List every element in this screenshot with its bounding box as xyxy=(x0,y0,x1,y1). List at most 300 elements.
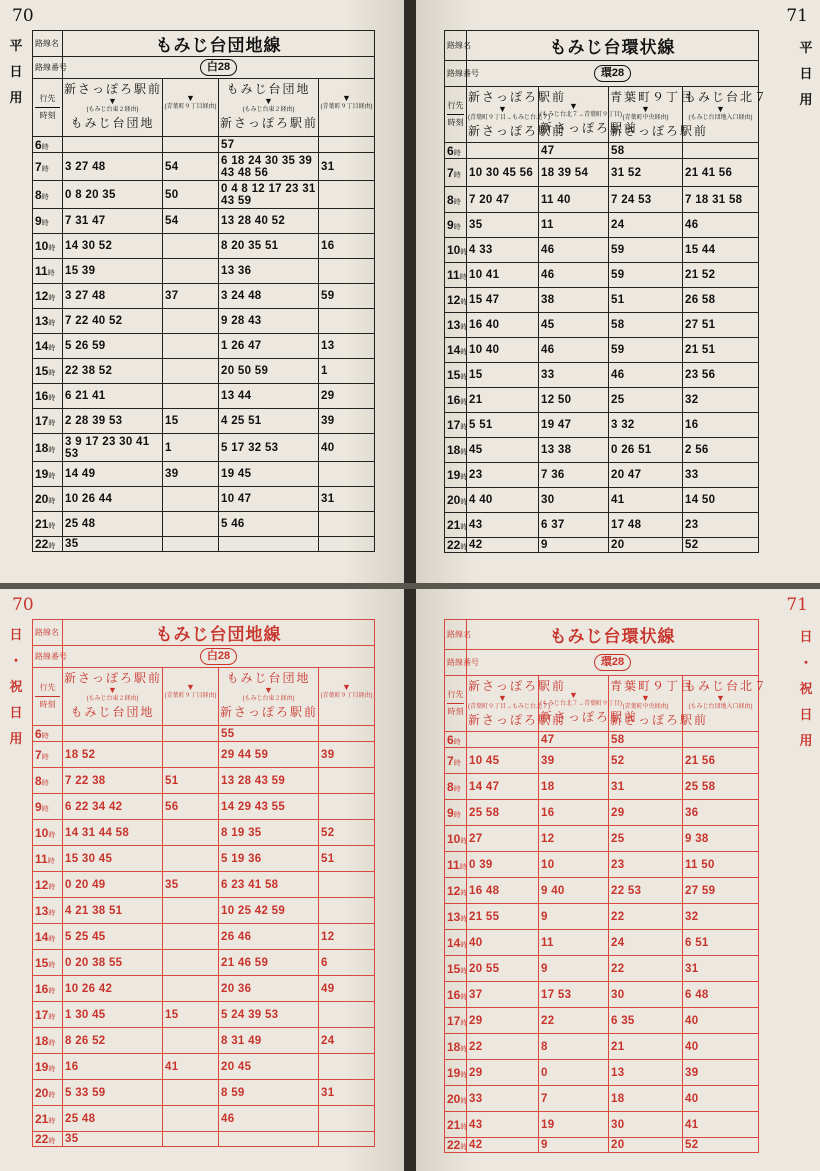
hour-suffix: 時 xyxy=(460,915,468,923)
minutes-cell: 18 xyxy=(609,1086,683,1112)
hour-cell xyxy=(33,384,63,409)
minutes-cell: 14 49 xyxy=(63,462,163,487)
minutes-cell: 12 50 xyxy=(539,388,609,413)
direction-header-4 xyxy=(319,668,375,726)
minutes-cell: 0 26 51 xyxy=(609,438,683,463)
table-row xyxy=(445,956,759,982)
hour-suffix: 時 xyxy=(453,224,461,231)
hour-suffix: 時 xyxy=(460,1097,468,1105)
minutes-cell xyxy=(683,732,759,748)
hour-cell xyxy=(445,852,467,878)
direction-header-1 xyxy=(63,79,163,137)
hour-value: 22 xyxy=(35,537,49,551)
table-row xyxy=(445,1060,759,1086)
minutes-cell: 36 xyxy=(683,800,759,826)
hour-value: 17 xyxy=(447,418,461,432)
minutes-cell: 21 xyxy=(609,1034,683,1060)
hour-suffix: 時 xyxy=(41,753,49,761)
route-number-label: 路線番号 xyxy=(445,61,467,87)
table-row xyxy=(445,313,759,338)
table-row xyxy=(445,213,759,238)
hour-value: 22 xyxy=(35,1132,49,1146)
hour-suffix: 時 xyxy=(453,811,461,819)
minutes-cell: 13 28 40 52 xyxy=(219,209,319,234)
hour-value: 7 xyxy=(447,165,454,180)
hour-cell xyxy=(445,463,467,488)
timetable xyxy=(444,30,769,553)
minutes-cell: 19 xyxy=(539,1112,609,1138)
minutes-cell: 37 xyxy=(163,284,219,309)
table-row xyxy=(445,852,759,878)
hour-value: 18 xyxy=(447,1039,461,1054)
hour-value: 13 xyxy=(447,318,461,332)
hour-suffix: 時 xyxy=(453,171,461,179)
minutes-cell: 24 xyxy=(609,213,683,238)
hour-value: 15 xyxy=(35,364,49,378)
table-row xyxy=(33,409,375,434)
minutes-cell: 35 xyxy=(467,213,539,238)
minutes-cell xyxy=(163,742,219,768)
minutes-cell xyxy=(163,512,219,537)
hour-cell xyxy=(33,234,63,259)
minutes-cell: 40 xyxy=(683,1008,759,1034)
minutes-cell: 14 50 xyxy=(683,488,759,513)
table-row xyxy=(445,488,759,513)
hour-cell xyxy=(445,748,467,774)
hour-suffix: 時 xyxy=(48,395,56,402)
minutes-cell: 45 xyxy=(539,313,609,338)
minutes-cell: 6 23 41 58 xyxy=(219,872,319,898)
hour-value: 10 xyxy=(447,243,461,257)
direction-via: (青葉町９丁目→もみじ台北７) xyxy=(468,115,550,121)
hour-suffix: 時 xyxy=(460,1123,468,1131)
minutes-cell: 51 xyxy=(609,288,683,313)
hour-suffix: 時 xyxy=(460,1071,468,1079)
minutes-cell: 39 xyxy=(163,462,219,487)
label-divider xyxy=(35,107,60,108)
down-arrow-icon: ▼ xyxy=(569,690,578,700)
minutes-cell: 52 xyxy=(609,748,683,774)
table-row xyxy=(445,159,759,187)
down-arrow-icon: ▼ xyxy=(569,101,578,111)
minutes-cell xyxy=(163,137,219,153)
hour-cell xyxy=(33,359,63,384)
minutes-cell: 6 xyxy=(319,950,375,976)
direction-via: (もみじ台北７→青葉町９丁目) xyxy=(540,112,622,118)
hour-value: 13 xyxy=(447,909,461,924)
direction-destination: もみじ台団地 xyxy=(70,116,155,130)
hour-cell xyxy=(445,1112,467,1138)
minutes-cell: 6 51 xyxy=(683,930,759,956)
minutes-cell xyxy=(163,1106,219,1132)
minutes-cell: 21 51 xyxy=(683,338,759,363)
direction-destination xyxy=(320,700,373,714)
hour-cell xyxy=(33,872,63,898)
route-number-label: 路線番号 xyxy=(445,650,467,676)
hour-cell xyxy=(445,513,467,538)
minutes-cell: 20 36 xyxy=(219,976,319,1002)
minutes-cell: 39 xyxy=(319,742,375,768)
hour-suffix: 時 xyxy=(48,1091,56,1099)
direction-via: (青葉町９丁目経由) xyxy=(320,104,373,110)
minutes-cell: 47 xyxy=(539,732,609,748)
hour-cell xyxy=(445,263,467,288)
direction-header-2 xyxy=(163,668,219,726)
minutes-cell: 7 18 31 58 xyxy=(683,187,759,213)
minutes-cell: 20 50 59 xyxy=(219,359,319,384)
minutes-cell: 29 xyxy=(467,1008,539,1034)
minutes-cell: 31 52 xyxy=(609,159,683,187)
direction-destination xyxy=(164,111,217,125)
minutes-cell: 10 30 45 56 xyxy=(467,159,539,187)
table-row xyxy=(445,930,759,956)
minutes-cell: 15 47 xyxy=(467,288,539,313)
minutes-cell: 23 xyxy=(467,463,539,488)
timetable xyxy=(444,619,769,1153)
minutes-cell: 9 xyxy=(539,956,609,982)
hour-cell xyxy=(445,800,467,826)
hour-suffix: 時 xyxy=(460,399,468,406)
minutes-cell: 0 39 xyxy=(467,852,539,878)
minutes-cell: 57 xyxy=(219,137,319,153)
minutes-cell: 29 xyxy=(467,1060,539,1086)
table-row xyxy=(445,463,759,488)
minutes-cell: 4 33 xyxy=(467,238,539,263)
minutes-cell: 10 26 44 xyxy=(63,487,163,512)
minutes-cell: 18 52 xyxy=(63,742,163,768)
route-title: もみじ台環状線 xyxy=(467,620,759,650)
minutes-cell xyxy=(319,1106,375,1132)
hour-value: 19 xyxy=(35,1059,49,1074)
minutes-cell: 10 45 xyxy=(467,748,539,774)
table-row xyxy=(445,732,759,748)
table-row xyxy=(33,768,375,794)
hour-suffix: 時 xyxy=(460,967,468,975)
hour-cell xyxy=(445,313,467,338)
minutes-cell: 45 xyxy=(467,438,539,463)
hour-value: 9 xyxy=(35,799,42,814)
minutes-cell xyxy=(319,209,375,234)
minutes-cell xyxy=(163,820,219,846)
minutes-cell: 23 xyxy=(609,852,683,878)
minutes-cell: 30 xyxy=(609,982,683,1008)
direction-name: もみじ台北７ xyxy=(684,90,769,104)
hour-cell xyxy=(33,726,63,742)
minutes-cell: 41 xyxy=(683,1112,759,1138)
route-number-badge: 環28 xyxy=(594,65,631,82)
hour-cell xyxy=(33,409,63,434)
hour-cell xyxy=(33,950,63,976)
minutes-cell: 52 xyxy=(683,1138,759,1153)
table-row xyxy=(445,513,759,538)
direction-via: (もみじ台東２経由) xyxy=(86,696,139,702)
minutes-cell: 21 46 59 xyxy=(219,950,319,976)
direction-destination: 新さっぽろ駅前 xyxy=(468,124,567,138)
direction-destination: 新さっぽろ駅前 xyxy=(540,710,639,724)
hour-value: 12 xyxy=(447,883,461,898)
direction-name: もみじ台団地 xyxy=(226,671,311,685)
hour-suffix: 時 xyxy=(48,1013,56,1021)
minutes-cell: 12 xyxy=(539,826,609,852)
minutes-cell xyxy=(163,537,219,552)
minutes-cell: 54 xyxy=(163,209,219,234)
hour-suffix: 時 xyxy=(47,857,55,865)
minutes-cell: 39 xyxy=(319,409,375,434)
direction-via: (もみじ台東２経由) xyxy=(86,107,139,113)
hour-suffix: 時 xyxy=(460,249,468,256)
hour-cell xyxy=(445,1008,467,1034)
time-label: 時刻 xyxy=(39,111,56,120)
minutes-cell: 59 xyxy=(609,238,683,263)
minutes-cell: 9 xyxy=(539,538,609,553)
hour-suffix: 時 xyxy=(48,345,56,352)
minutes-cell: 39 xyxy=(539,748,609,774)
minutes-cell: 1 xyxy=(163,434,219,462)
route-name-label: 路線名 xyxy=(445,620,467,650)
hour-value: 17 xyxy=(447,1013,461,1028)
hour-value: 12 xyxy=(447,293,461,307)
minutes-cell: 1 30 45 xyxy=(63,1002,163,1028)
hour-value: 17 xyxy=(35,1007,49,1022)
minutes-cell: 15 xyxy=(467,363,539,388)
hour-cell xyxy=(33,1028,63,1054)
minutes-cell: 16 48 xyxy=(467,878,539,904)
hour-suffix: 時 xyxy=(460,424,468,431)
timetable xyxy=(32,619,375,1147)
minutes-cell: 21 56 xyxy=(683,748,759,774)
minutes-cell: 20 47 xyxy=(609,463,683,488)
direction-name: 青葉町９丁目 xyxy=(610,679,695,693)
hour-cell xyxy=(33,768,63,794)
minutes-cell: 18 xyxy=(539,774,609,800)
minutes-cell: 43 xyxy=(467,513,539,538)
dest-label: 行先 xyxy=(39,683,56,692)
hour-value: 12 xyxy=(35,289,49,303)
minutes-cell: 15 44 xyxy=(683,238,759,263)
hour-value: 8 xyxy=(35,187,42,202)
minutes-cell: 5 51 xyxy=(467,413,539,438)
page-number: 71 xyxy=(786,595,808,615)
table-row xyxy=(445,1086,759,1112)
hour-value: 21 xyxy=(447,1117,461,1132)
minutes-cell: 7 24 53 xyxy=(609,187,683,213)
minutes-cell: 10 25 42 59 xyxy=(219,898,319,924)
hour-cell xyxy=(445,388,467,413)
minutes-cell: 15 xyxy=(163,1002,219,1028)
minutes-cell: 59 xyxy=(609,338,683,363)
direction-name: 新さっぽろ駅前 xyxy=(64,82,163,96)
minutes-cell: 35 xyxy=(63,1132,163,1147)
minutes-cell xyxy=(319,181,375,209)
minutes-cell: 46 xyxy=(219,1106,319,1132)
minutes-cell: 5 33 59 xyxy=(63,1080,163,1106)
route-number-badge: 白28 xyxy=(200,648,237,665)
hour-suffix: 時 xyxy=(48,1065,56,1073)
direction-name xyxy=(164,80,217,94)
direction-header-4 xyxy=(319,79,375,137)
down-arrow-icon: ▼ xyxy=(108,685,117,695)
table-row xyxy=(33,794,375,820)
minutes-cell: 1 26 47 xyxy=(219,334,319,359)
minutes-cell: 55 xyxy=(219,726,319,742)
page-number: 70 xyxy=(12,595,34,615)
hour-suffix: 時 xyxy=(41,779,49,787)
hour-value: 11 xyxy=(35,851,48,866)
direction-via: (もみじ台北７→青葉町９丁目) xyxy=(540,701,622,707)
time-label: 時刻 xyxy=(39,700,56,709)
minutes-cell xyxy=(683,143,759,159)
hour-value: 22 xyxy=(447,538,461,552)
minutes-cell: 29 xyxy=(319,384,375,409)
minutes-cell: 6 22 34 42 xyxy=(63,794,163,820)
hour-cell xyxy=(33,794,63,820)
table-row xyxy=(33,924,375,950)
label-divider xyxy=(447,114,464,115)
minutes-cell: 31 xyxy=(319,153,375,181)
minutes-cell: 2 28 39 53 xyxy=(63,409,163,434)
hour-cell xyxy=(445,930,467,956)
table-row xyxy=(445,800,759,826)
table-row xyxy=(445,143,759,159)
hour-cell xyxy=(33,309,63,334)
hour-suffix: 時 xyxy=(453,149,461,157)
table-row xyxy=(33,1106,375,1132)
table-row xyxy=(33,359,375,384)
page-70-holiday xyxy=(0,589,404,1171)
minutes-cell xyxy=(319,872,375,898)
minutes-cell: 3 24 48 xyxy=(219,284,319,309)
day-type-label: 平 日 用 xyxy=(799,41,813,108)
route-number-badge: 白28 xyxy=(200,59,237,76)
hour-value: 9 xyxy=(447,805,454,820)
hour-cell xyxy=(445,1060,467,1086)
hour-value: 20 xyxy=(35,492,49,506)
hour-cell xyxy=(445,338,467,363)
minutes-cell: 7 xyxy=(539,1086,609,1112)
spine-bottom xyxy=(404,589,416,1171)
hour-value: 11 xyxy=(447,857,460,872)
route-number-cell xyxy=(63,57,375,79)
minutes-cell: 4 40 xyxy=(467,488,539,513)
hour-value: 21 xyxy=(35,517,49,531)
minutes-cell xyxy=(163,898,219,924)
hour-cell xyxy=(445,159,467,187)
hour-value: 18 xyxy=(35,440,49,455)
table-row xyxy=(33,434,375,462)
hour-suffix: 時 xyxy=(48,883,56,891)
minutes-cell: 6 48 xyxy=(683,982,759,1008)
direction-name: 青葉町９丁目 xyxy=(610,90,695,104)
table-row xyxy=(445,363,759,388)
minutes-cell: 16 xyxy=(539,800,609,826)
minutes-cell: 29 xyxy=(609,800,683,826)
direction-header-1 xyxy=(467,676,567,732)
minutes-cell: 10 41 xyxy=(467,263,539,288)
table-row xyxy=(445,1138,759,1153)
hour-value: 7 xyxy=(447,753,454,768)
hour-value: 21 xyxy=(35,1111,49,1126)
hour-suffix: 時 xyxy=(48,370,56,377)
direction-via: (青葉町９丁目経由) xyxy=(164,104,217,110)
table-row xyxy=(33,284,375,309)
minutes-cell: 31 xyxy=(319,487,375,512)
minutes-cell: 19 47 xyxy=(539,413,609,438)
table-row xyxy=(33,209,375,234)
minutes-cell: 21 55 xyxy=(467,904,539,930)
minutes-cell: 7 22 38 xyxy=(63,768,163,794)
minutes-cell: 54 xyxy=(163,153,219,181)
minutes-cell xyxy=(163,309,219,334)
table-row xyxy=(445,413,759,438)
hour-value: 6 xyxy=(447,732,454,747)
minutes-cell: 16 xyxy=(63,1054,163,1080)
table-row xyxy=(445,538,759,553)
hour-suffix: 時 xyxy=(48,446,56,454)
minutes-cell: 37 xyxy=(467,982,539,1008)
table-row xyxy=(445,774,759,800)
direction-via: (青葉町９丁目経由) xyxy=(320,693,373,699)
hour-value: 20 xyxy=(35,1085,49,1100)
hour-value: 11 xyxy=(447,268,460,282)
direction-destination: 新さっぽろ駅前 xyxy=(540,121,639,135)
down-arrow-icon: ▼ xyxy=(498,693,507,703)
minutes-cell: 23 xyxy=(683,513,759,538)
down-arrow-icon: ▼ xyxy=(108,96,117,106)
hour-cell xyxy=(445,363,467,388)
minutes-cell: 25 48 xyxy=(63,512,163,537)
hour-suffix: 時 xyxy=(48,909,56,917)
minutes-cell: 33 xyxy=(467,1086,539,1112)
table-row xyxy=(445,1112,759,1138)
hour-suffix: 時 xyxy=(48,320,56,327)
table-row xyxy=(445,1034,759,1060)
minutes-cell: 27 51 xyxy=(683,313,759,338)
hour-cell xyxy=(33,976,63,1002)
hour-cell xyxy=(445,904,467,930)
minutes-cell xyxy=(219,537,319,552)
minutes-cell: 8 19 35 xyxy=(219,820,319,846)
minutes-cell xyxy=(319,898,375,924)
hour-cell xyxy=(33,137,63,153)
table-row xyxy=(33,181,375,209)
hour-cell xyxy=(33,153,63,181)
hour-suffix: 時 xyxy=(453,785,461,793)
direction-destination: 新さっぽろ駅前 xyxy=(610,124,709,138)
route-title: もみじ台団地線 xyxy=(63,620,375,646)
table-row xyxy=(33,153,375,181)
minutes-cell: 38 xyxy=(539,288,609,313)
hour-value: 21 xyxy=(447,518,461,532)
day-type-label: 平 日 用 xyxy=(9,39,23,106)
minutes-cell: 35 xyxy=(163,872,219,898)
minutes-cell: 47 xyxy=(539,143,609,159)
down-arrow-icon: ▼ xyxy=(342,93,351,103)
hour-cell xyxy=(33,434,63,462)
hour-suffix: 時 xyxy=(460,349,468,356)
page-number: 70 xyxy=(12,6,34,26)
hour-cell xyxy=(445,143,467,159)
direction-destination: 新さっぽろ駅前 xyxy=(468,713,567,727)
hour-suffix: 時 xyxy=(41,220,49,227)
minutes-cell: 13 28 43 59 xyxy=(219,768,319,794)
hour-value: 8 xyxy=(447,192,454,207)
hour-suffix: 時 xyxy=(48,498,56,505)
route-number-cell xyxy=(467,650,759,676)
page-number: 71 xyxy=(786,6,808,26)
hour-suffix: 時 xyxy=(460,324,468,331)
minutes-cell: 10 26 42 xyxy=(63,976,163,1002)
minutes-cell xyxy=(467,143,539,159)
